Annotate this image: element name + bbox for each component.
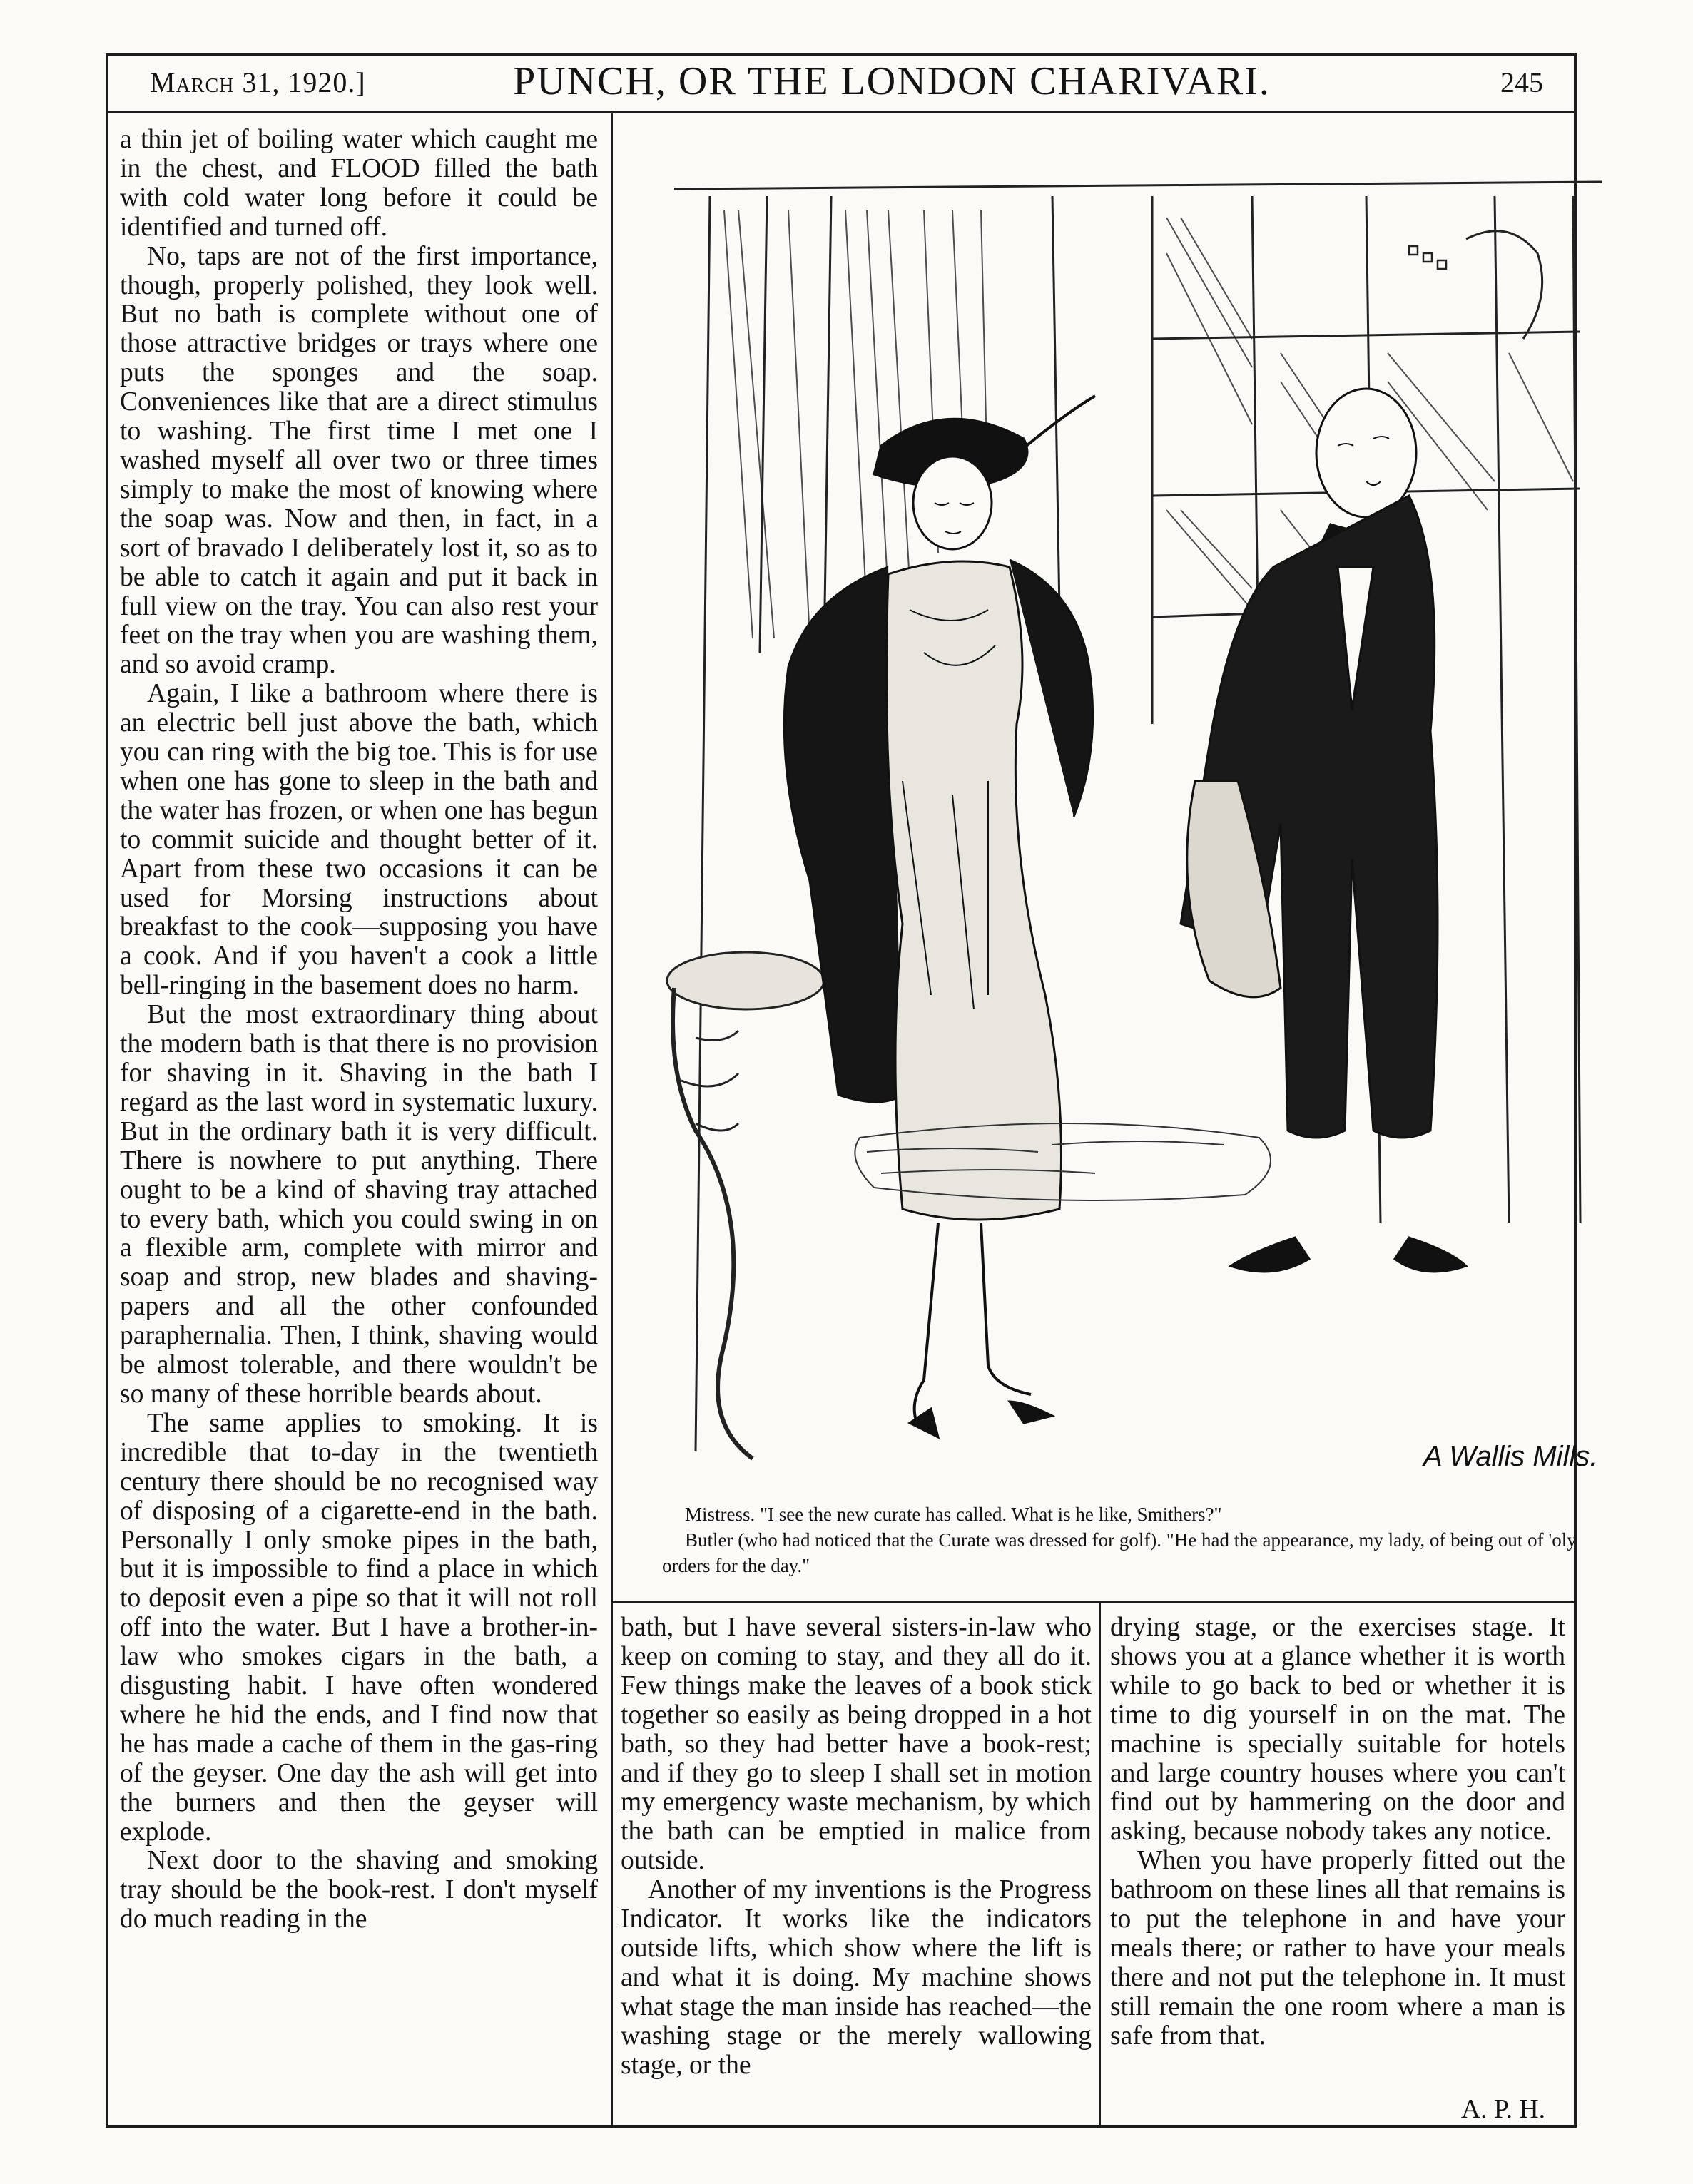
masthead-title: PUNCH, OR THE LONDON CHARIVARI. <box>513 59 1271 103</box>
paragraph: Again, I like a bathroom where there is an electric bell just above the bath, which you can ring with the big toe. This is for use when one has gone to sleep in the bath and the water has frozen, or when one has begun to commit suicide and thought better of it. Apart from these two occasions it can be used for Morsing instructions about breakfast to the cook—supposing you have a cook. And if you haven't a cook a little bell-ringing in the basement does no harm. <box>120 679 598 1001</box>
left-column <box>120 126 598 1934</box>
artist-signature: A Wallis Mills. <box>1423 1441 1598 1472</box>
woman-figure <box>784 396 1095 1437</box>
paragraph: bath, but I have several sisters-in-law who keep on coming to stay, and they all do it. Few things make the leaves of a book stick together so easily as being dropped in a hot bath, so they had better have a book-rest; and if they go to sleep I shall set in motion my emergency waste mechanism, by which the bath can be emptied in malice from outside. <box>621 1613 1092 1876</box>
paragraph: But the most extraordinary thing about the modern bath is that there is no provision for shaving in it. Shaving in the bath I regard as the last word in systematic luxury. But in the ordinary bath it is very difficult. There is nowhere to put anything. There ought to be a kind of shaving tray attached to every bath, which you could swing in on a flexible arm, complete with mirror and soap and strop, new blades and shaving-papers and all the other confounded paraphernalia. Then, I think, shaving would be almost tolerable, and there wouldn't be so many of these horrible beards about. <box>120 1000 598 1409</box>
paragraph: No, taps are not of the first importance, though, properly polished, they look well. But no bath is complete without one of those attractive bridges or trays where one puts the sponges and the soap. Conveniences like that are a direct stimulus to washing. The first time I met one I washed myself all over two or three times simply to make the most of knowing where the soap was. Now and then, in fact, in a sort of bravado I deliberately lost it, so as to be able to catch it again and put it back in full view on the tray. You can also rest your feet on the tray when you are washing them, and so avoid cramp. <box>120 241 598 680</box>
header-rule <box>106 111 1577 113</box>
illustration-bottom-rule <box>611 1601 1577 1603</box>
paragraph: When you have properly fitted out the bathroom on these lines all that remains is to put the telephone in and have your meals there; or rather to have your meals there and not put the telephone in. It must still remain the one room where a man is safe from that. <box>1110 1846 1565 2051</box>
paragraph: Next door to the shaving and smoking tray should be the book-rest. I don't myself do much reading in the <box>120 1846 598 1934</box>
page-number: 245 <box>1500 66 1543 98</box>
column-rule-right <box>1099 1601 1101 2126</box>
caption-line-2: Butler (who had noticed that the Curate was dressed for golf). "He had the appearance, my lady, of being out of 'oly orders for the day." <box>662 1529 1577 1576</box>
paragraph: Another of my inventions is the Progress Indicator. It works like the indicators outside lifts, which show where the lift is and what it is doing. My machine shows what stage the man inside has reached—the washing stage or the merely wallowing stage, or the <box>621 1875 1092 2080</box>
paragraph: drying stage, or the exercises stage. It shows you at a glance whether it is worth while to go back to bed or whether it is time to dig yourself in on the mat. The machine is specially suitable for hotels and large country houses where you can't find out by hammering on the door and asking, because nobody takes any notice. <box>1110 1613 1565 1847</box>
side-table <box>667 952 824 1459</box>
paragraph: The same applies to smoking. It is incredible that to-day in the twentieth century there should be no recognised way of disposing of a cigarette-end in the bath. Personally I only smoke pipes in the bath, but it is impossible to find a place in which to deposit even a pipe so that it will not roll off into the water. But I have a brother-in-law who smokes cigars in the bath, a disgusting habit. I have often wondered where he hid the ends, and I find now that he has made a cache of them in the gas-ring of the geyser. One day the ash will get into the burners and then the geyser will explode. <box>120 1408 598 1847</box>
right-column <box>1110 1613 1565 2051</box>
cartoon-illustration <box>653 153 1616 1505</box>
issue-date: March 31, 1920.] <box>150 66 366 98</box>
cartoon-caption <box>662 1501 1611 1578</box>
middle-column <box>621 1613 1092 2081</box>
author-signature: A. P. H. <box>1461 2095 1545 2124</box>
butler-figure <box>1181 389 1466 1272</box>
column-rule-left <box>611 113 613 2126</box>
caption-line-1: Mistress. "I see the new curate has called. What is he like, Smithers?" <box>685 1504 1222 1525</box>
paragraph: a thin jet of boiling water which caught me in the chest, and FLOOD filled the bath with cold water long before it could be identified and turned off. <box>120 125 598 242</box>
